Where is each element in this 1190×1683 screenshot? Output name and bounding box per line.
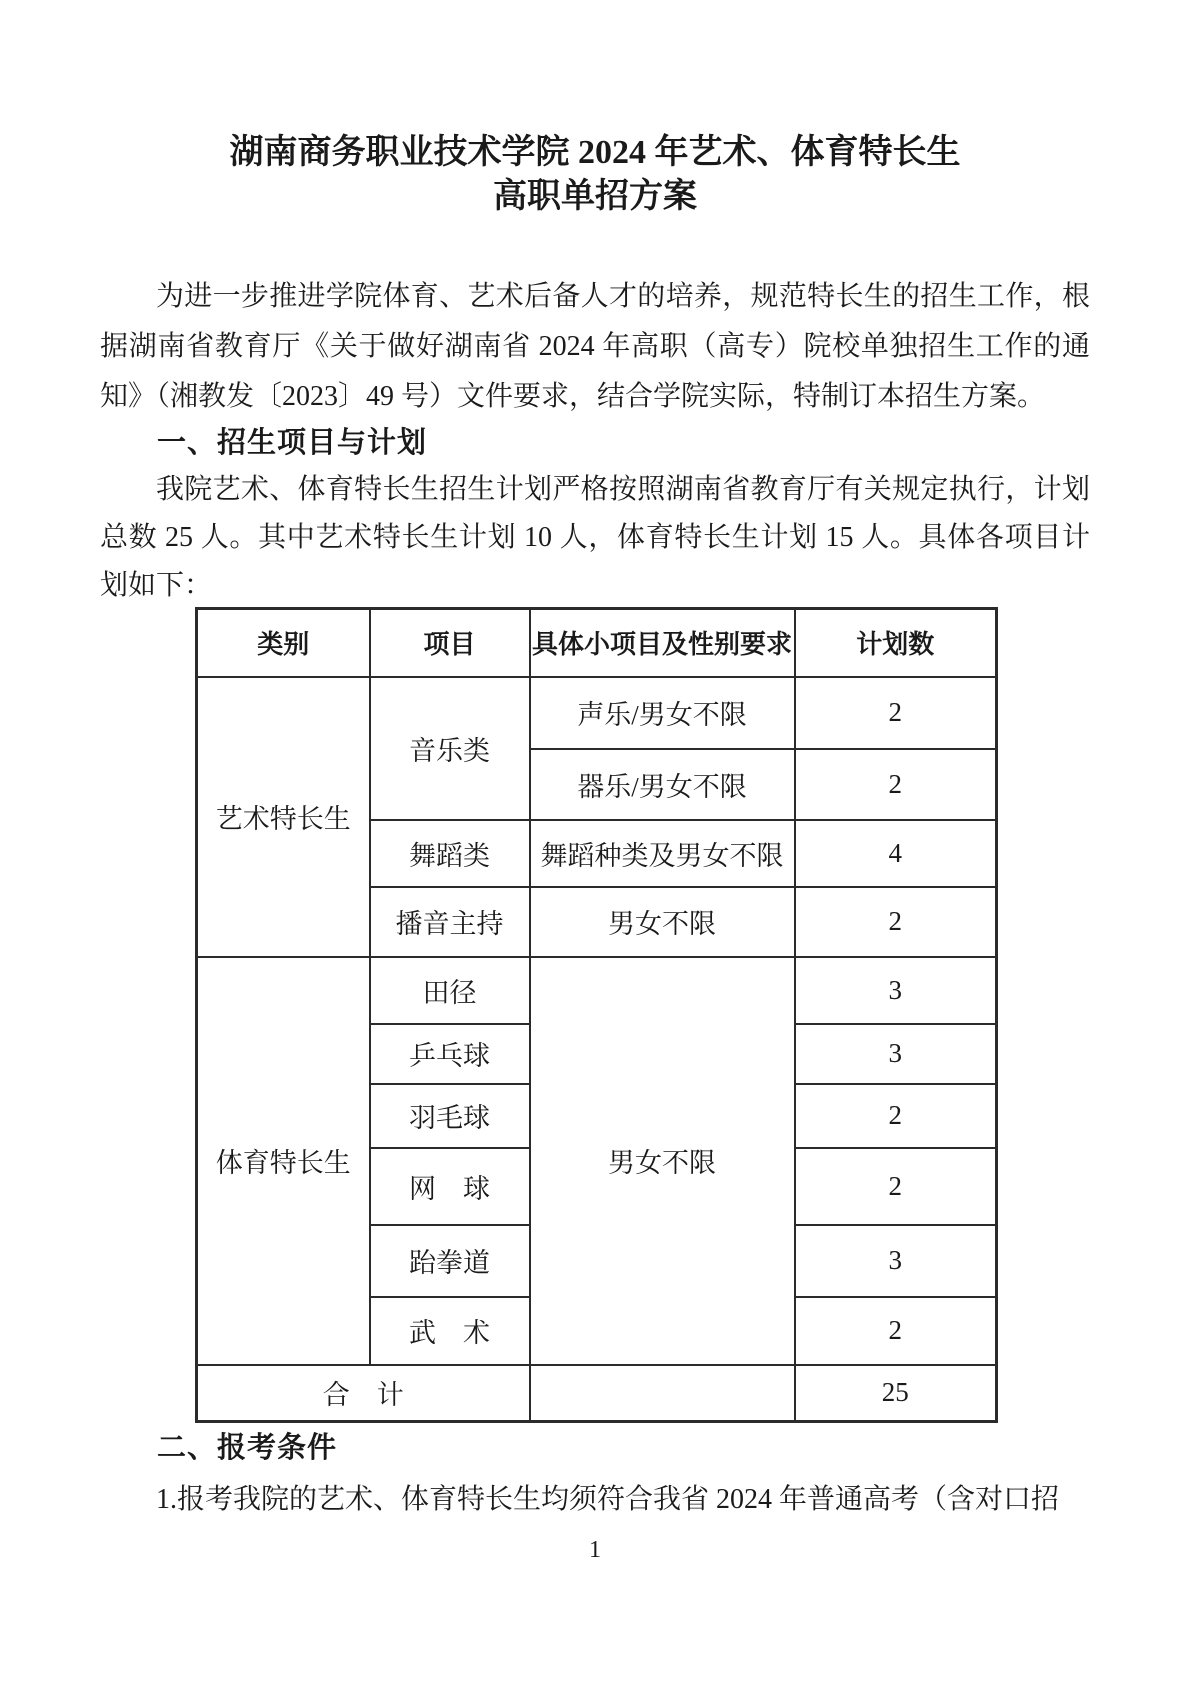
cell-sports-category: 体育特长生 <box>197 957 370 1365</box>
cell-track-count: 3 <box>795 957 997 1024</box>
cell-instrumental-requirement: 器乐/男女不限 <box>530 749 795 820</box>
document-title <box>0 131 1190 219</box>
cell-wushu-project: 武 术 <box>370 1297 530 1365</box>
plan-paragraph: 我院艺术、体育特长生招生计划严格按照湖南省教育厅有关规定执行，计划总数 25 人。其中艺术特长生计划 10 人，体育特长生计划 15 人。具体各项目计划如下： <box>100 474 1090 601</box>
cell-dance-requirement: 舞蹈种类及男女不限 <box>530 820 795 887</box>
cell-broadcast-count: 2 <box>795 887 997 957</box>
cell-taekwondo-project: 跆拳道 <box>370 1225 530 1297</box>
cell-total-count: 25 <box>795 1365 997 1422</box>
title-line-2: 高职单招方案 <box>493 178 697 215</box>
page-number: 1 <box>589 1537 601 1563</box>
cell-tabletennis-project: 乒乓球 <box>370 1024 530 1084</box>
enrollment-plan-table <box>195 607 998 1423</box>
cell-vocal-requirement: 声乐/男女不限 <box>530 677 795 749</box>
cell-taekwondo-count: 3 <box>795 1225 997 1297</box>
requirements-paragraph: 1.报考我院的艺术、体育特长生均须符合我省 2024 年普通高考（含对口招 <box>156 1484 1060 1515</box>
header-sub-project-gender: 具体小项目及性别要求 <box>530 609 795 677</box>
cell-total-empty <box>530 1365 795 1422</box>
cell-vocal-count: 2 <box>795 677 997 749</box>
cell-dance-project: 舞蹈类 <box>370 820 530 887</box>
title-line-1: 湖南商务职业技术学院 2024 年艺术、体育特长生 <box>229 134 961 171</box>
cell-art-category: 艺术特长生 <box>197 677 370 957</box>
cell-tennis-count: 2 <box>795 1148 997 1225</box>
section-1-heading: 一、招生项目与计划 <box>157 427 428 459</box>
cell-tabletennis-count: 3 <box>795 1024 997 1084</box>
cell-dance-count: 4 <box>795 820 997 887</box>
cell-badminton-project: 羽毛球 <box>370 1084 530 1148</box>
table-header-row <box>197 609 997 677</box>
header-project: 项目 <box>370 609 530 677</box>
cell-instrumental-count: 2 <box>795 749 997 820</box>
table-row <box>197 677 997 749</box>
cell-broadcast-requirement: 男女不限 <box>530 887 795 957</box>
cell-broadcast-project: 播音主持 <box>370 887 530 957</box>
cell-wushu-count: 2 <box>795 1297 997 1365</box>
section-2-heading: 二、报考条件 <box>157 1432 338 1464</box>
cell-music-project: 音乐类 <box>370 677 530 820</box>
cell-badminton-count: 2 <box>795 1084 997 1148</box>
intro-paragraph: 为进一步推进学院体育、艺术后备人才的培养，规范特长生的招生工作，根据湖南省教育厅《关于做好湖南省 2024 年高职（高专）院校单独招生工作的通知》（湘教发〔2023〕49 号）文件要求，结合学院实际，特制订本招生方案。 <box>100 281 1090 412</box>
cell-tennis-project: 网 球 <box>370 1148 530 1225</box>
header-category: 类别 <box>197 609 370 677</box>
table-total-row <box>197 1365 997 1422</box>
cell-sports-requirement: 男女不限 <box>530 957 795 1365</box>
table-row <box>197 957 997 1024</box>
cell-total-label: 合 计 <box>197 1365 530 1422</box>
cell-track-project: 田径 <box>370 957 530 1024</box>
header-plan-count: 计划数 <box>795 609 997 677</box>
